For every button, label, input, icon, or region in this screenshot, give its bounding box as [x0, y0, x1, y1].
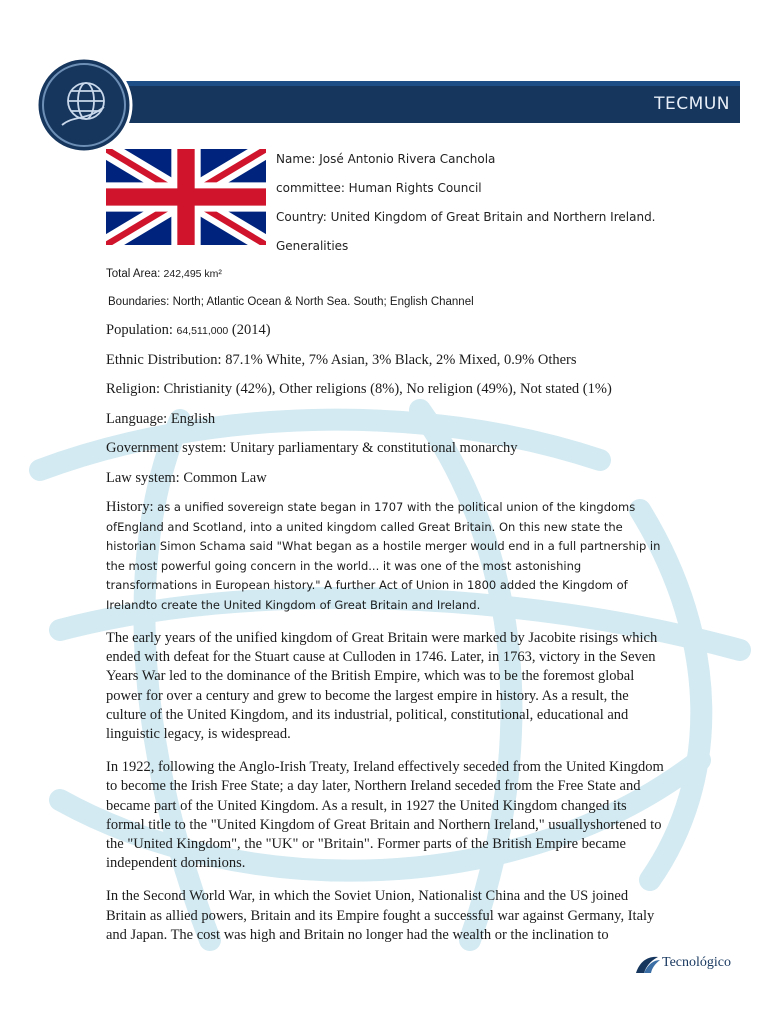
area-label: Total Area: — [106, 268, 164, 280]
history-paragraph — [106, 498, 666, 615]
total-area — [106, 262, 666, 290]
paragraph-1: The early years of the unified kingdom of Great Britain were marked by Jacobite risings which ended with defeat for the Stuart cause at Culloden in 1746. Later, in 1763, victory in the Seven Years War led to the dominance of the British Empire, which was to be the foremost global power for over a century and grew to become the largest empire in history. As a result, the culture of the United Kingdom, and its industrial, political, constitutional, educational and linguistic legacy, is widespread. — [106, 630, 658, 743]
history-text: as a unified sovereign state began in 1707 with the political union of the kingdoms ofEngland and Scotland, into a united kingdom called Great Britain. On this new state the historian Simon Schama said "What began as a hostile merger would end in a full partnership in the most powerful going concern in the world... it was one of the most astonishing transformations in European history." A further Act of Union in 1800 added the Kingdom of Irelandto create the United Kingdom of Great Britain and Ireland. — [106, 500, 661, 612]
population-year: (2014) — [228, 322, 271, 338]
document-body — [106, 262, 666, 945]
religion: Religion: Christianity (42%), Other religions (8%), No religion (49%), Not stated (1%) — [106, 381, 612, 397]
language: Language: English — [106, 410, 216, 427]
footer-brand: Tecnológico — [662, 955, 731, 970]
paragraph-2: In 1922, following the Anglo-Irish Treaty, Ireland effectively seceded from the United Kingdom to become the Irish Free State; a day later, Northern Ireland seceded from the Free State and became part of the United Kingdom. As a result, in 1927 the United Kingdom changed its formal title to the "United Kingdom of Great Britain and Northern Ireland," usuallyshortened to the "United Kingdom", the "UK" or "Britain". Former parts of the British Empire became independent dominions. — [106, 759, 664, 872]
globe-logo-icon — [34, 55, 134, 155]
header-bar — [90, 81, 740, 123]
boundaries: Boundaries: North; Atlantic Ocean & North Sea. South; English Channel — [108, 296, 474, 308]
delegate-committee: committee: Human Rights Council — [276, 181, 482, 195]
section-heading: Generalities — [276, 239, 349, 253]
history-label: History: — [106, 499, 158, 515]
delegate-name: Name: José Antonio Rivera Canchola — [276, 152, 496, 166]
government-system: Government system: Unitary parliamentary & constitutional monarchy — [106, 440, 518, 456]
area-value: 242,495 km² — [163, 268, 222, 280]
delegate-info — [276, 149, 656, 265]
delegate-country: Country: United Kingdom of Great Britain and Northern Ireland. — [276, 210, 656, 224]
population-value: 64,511,000 — [176, 325, 229, 337]
population — [106, 319, 666, 349]
paragraph-3: In the Second World War, in which the Soviet Union, Nationalist China and the US joined Britain as allied powers, Britain and its Empire fought a successful war against Germany, Italy and Japan. The cost was high and Britain no longer had the wealth or the inclination to — [106, 888, 655, 943]
law-system: Law system: Common Law — [106, 469, 267, 486]
header-brand: TECMUN — [654, 94, 730, 114]
ethnic-distribution: Ethnic Distribution: 87.1% White, 7% Asian, 3% Black, 2% Mixed, 0.9% Others — [106, 351, 577, 368]
uk-flag-icon — [106, 149, 266, 245]
population-label: Population: — [106, 322, 177, 338]
